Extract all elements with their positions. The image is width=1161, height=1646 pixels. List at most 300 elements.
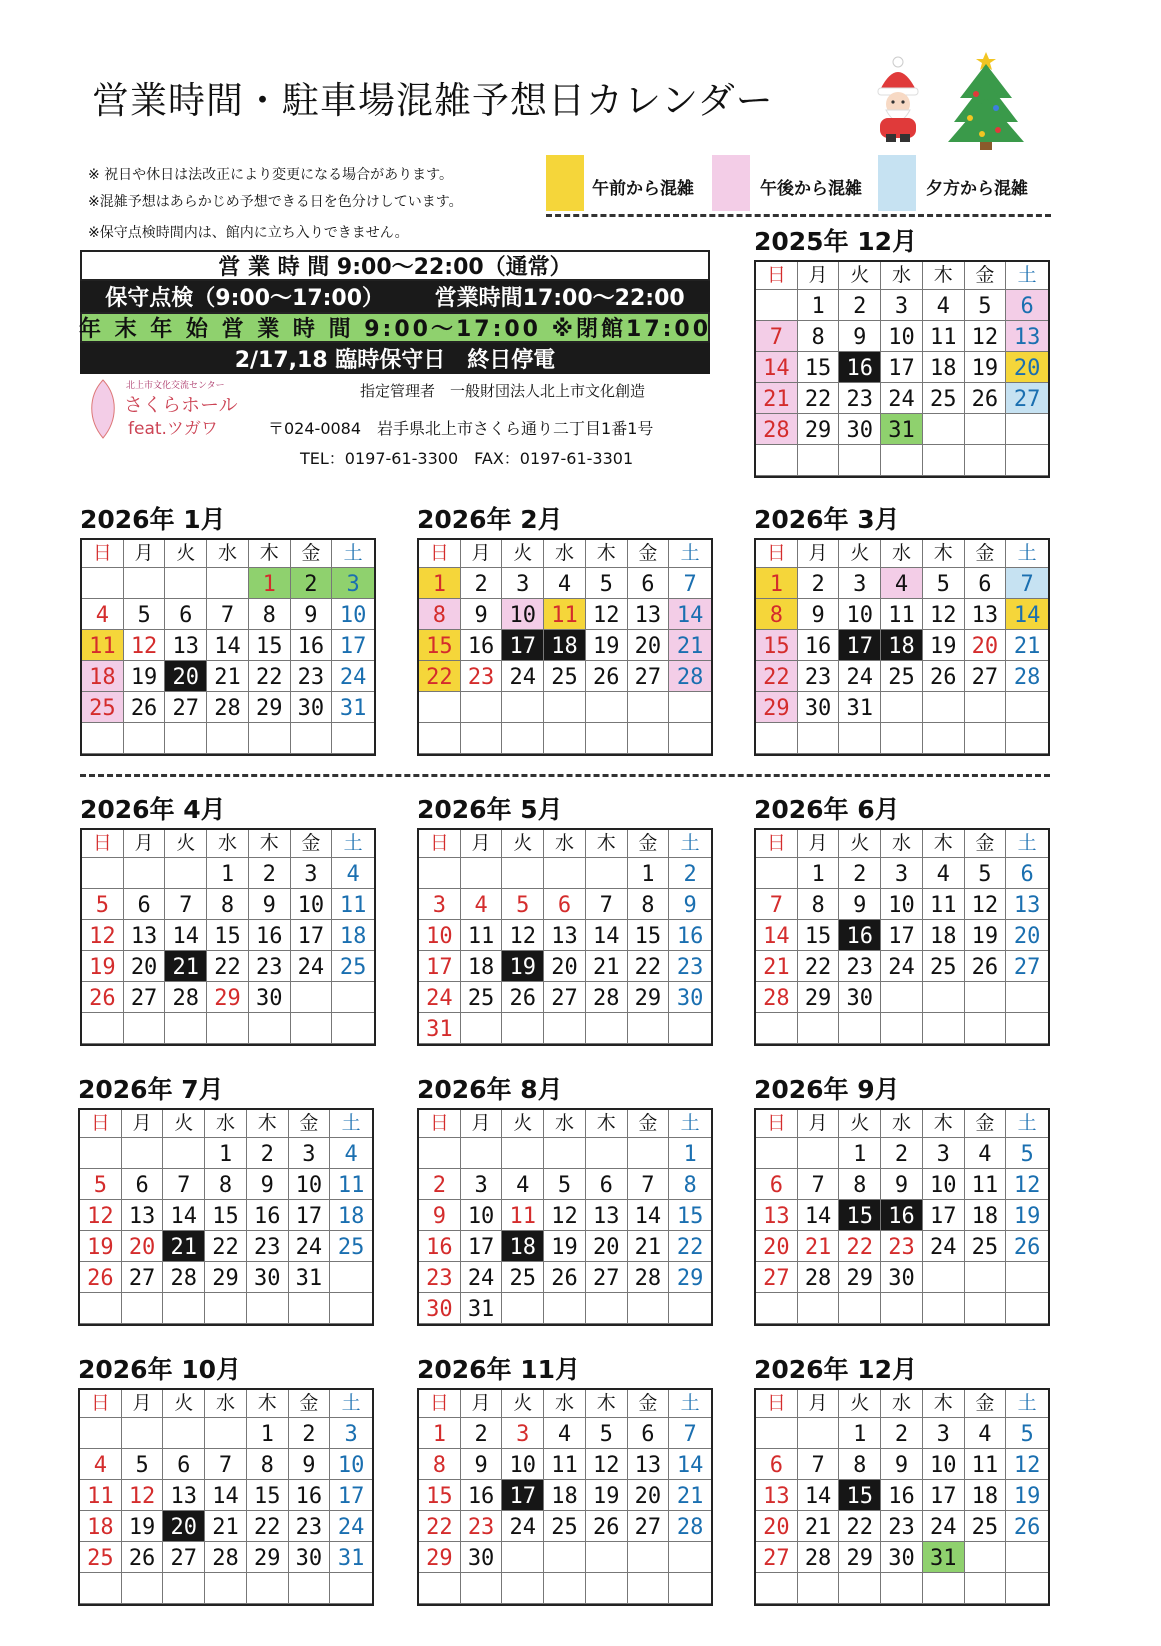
day-cell: 1 <box>798 858 840 889</box>
day-cell: 30 <box>839 982 881 1013</box>
day-cell: 28 <box>165 982 207 1013</box>
day-cell: 14 <box>1006 599 1048 630</box>
day-cell: 20 <box>628 1480 670 1511</box>
day-cell: 30 <box>798 692 840 723</box>
day-cell: 29 <box>247 1542 289 1573</box>
day-cell: 6 <box>1006 858 1048 889</box>
day-cell: 1 <box>839 1138 881 1169</box>
day-cell: 19 <box>544 1231 586 1262</box>
empty-cell <box>82 858 124 889</box>
day-cell: 2 <box>881 1418 923 1449</box>
day-cell: 17 <box>839 630 881 661</box>
tel-fax: TEL：0197-61-3300 FAX：0197-61-3301 <box>300 449 634 468</box>
empty-cell <box>80 1293 122 1324</box>
empty-cell <box>965 1013 1007 1044</box>
day-cell: 19 <box>965 920 1007 951</box>
day-cell: 12 <box>965 321 1007 352</box>
day-cell: 30 <box>289 1542 331 1573</box>
day-cell: 13 <box>124 920 166 951</box>
day-cell: 8 <box>207 889 249 920</box>
day-cell: 10 <box>923 1169 965 1200</box>
weekday-header: 水 <box>544 540 586 568</box>
calendar-grid <box>417 828 713 1046</box>
day-cell: 24 <box>502 661 544 692</box>
weekday-header: 月 <box>124 540 166 568</box>
day-cell: 21 <box>798 1511 840 1542</box>
day-cell: 15 <box>205 1200 247 1231</box>
day-cell: 6 <box>965 568 1007 599</box>
day-cell: 12 <box>586 1449 628 1480</box>
day-cell: 16 <box>461 1480 503 1511</box>
day-cell: 7 <box>756 889 798 920</box>
empty-cell <box>756 445 798 476</box>
weekday-header: 水 <box>881 540 923 568</box>
day-cell: 24 <box>502 1511 544 1542</box>
empty-cell <box>839 445 881 476</box>
empty-cell <box>1006 1293 1048 1324</box>
weekday-header: 木 <box>586 1110 628 1138</box>
day-cell: 7 <box>207 599 249 630</box>
weekday-header: 木 <box>923 1110 965 1138</box>
day-cell: 3 <box>881 290 923 321</box>
day-cell: 6 <box>1006 290 1048 321</box>
day-cell: 25 <box>544 661 586 692</box>
day-cell: 11 <box>965 1169 1007 1200</box>
day-cell: 22 <box>628 951 670 982</box>
empty-cell <box>289 1293 331 1324</box>
weekday-header: 金 <box>965 1390 1007 1418</box>
empty-cell <box>1006 1262 1048 1293</box>
day-cell: 6 <box>165 599 207 630</box>
day-cell: 6 <box>756 1169 798 1200</box>
day-cell: 2 <box>839 858 881 889</box>
day-cell: 9 <box>461 599 503 630</box>
empty-cell <box>669 723 711 754</box>
weekday-header: 水 <box>881 262 923 290</box>
day-cell: 15 <box>839 1480 881 1511</box>
weekday-header: 火 <box>839 262 881 290</box>
day-cell: 24 <box>461 1262 503 1293</box>
month-calendar <box>417 1350 713 1606</box>
day-cell: 24 <box>332 661 374 692</box>
empty-cell <box>965 414 1007 445</box>
empty-cell <box>923 723 965 754</box>
weekday-header: 土 <box>1006 830 1048 858</box>
empty-cell <box>965 723 1007 754</box>
day-cell: 22 <box>798 383 840 414</box>
empty-cell <box>544 1542 586 1573</box>
day-cell: 4 <box>923 290 965 321</box>
manager: 指定管理者 一般財団法人北上市文化創造 <box>360 382 646 400</box>
month-calendar <box>78 1350 374 1606</box>
day-cell: 20 <box>628 630 670 661</box>
day-cell: 25 <box>502 1262 544 1293</box>
day-cell: 10 <box>881 889 923 920</box>
day-cell: 17 <box>923 1200 965 1231</box>
day-cell: 29 <box>839 1542 881 1573</box>
weekday-header: 木 <box>247 1110 289 1138</box>
weekday-header: 金 <box>965 262 1007 290</box>
empty-cell <box>756 290 798 321</box>
empty-cell <box>839 1293 881 1324</box>
weekday-header: 水 <box>544 830 586 858</box>
day-cell: 4 <box>461 889 503 920</box>
empty-cell <box>502 1013 544 1044</box>
day-cell: 25 <box>923 951 965 982</box>
empty-cell <box>586 723 628 754</box>
day-cell: 28 <box>669 661 711 692</box>
day-cell: 9 <box>247 1169 289 1200</box>
day-cell: 25 <box>332 951 374 982</box>
day-cell: 23 <box>881 1511 923 1542</box>
day-cell: 31 <box>923 1542 965 1573</box>
day-cell: 25 <box>461 982 503 1013</box>
day-cell: 16 <box>289 1480 331 1511</box>
day-cell: 23 <box>669 951 711 982</box>
weekday-header: 水 <box>207 830 249 858</box>
empty-cell <box>502 1138 544 1169</box>
day-cell: 26 <box>965 951 1007 982</box>
day-cell: 15 <box>798 920 840 951</box>
day-cell: 8 <box>419 1449 461 1480</box>
divider <box>80 774 1050 777</box>
empty-cell <box>205 1418 247 1449</box>
day-cell: 29 <box>798 414 840 445</box>
weekday-header: 月 <box>124 830 166 858</box>
empty-cell <box>628 1542 670 1573</box>
empty-cell <box>965 1542 1007 1573</box>
day-cell: 5 <box>923 568 965 599</box>
empty-cell <box>82 568 124 599</box>
empty-cell <box>461 858 503 889</box>
day-cell: 16 <box>881 1200 923 1231</box>
empty-cell <box>923 1262 965 1293</box>
month-title: 2026年 8月 <box>417 1075 563 1104</box>
month-calendar <box>78 1070 374 1326</box>
empty-cell <box>249 1013 291 1044</box>
day-cell: 5 <box>502 889 544 920</box>
day-cell: 13 <box>586 1200 628 1231</box>
empty-cell <box>923 445 965 476</box>
weekday-header: 火 <box>502 1110 544 1138</box>
day-cell: 15 <box>839 1200 881 1231</box>
day-cell: 16 <box>249 920 291 951</box>
day-cell: 16 <box>291 630 333 661</box>
day-cell: 4 <box>330 1138 372 1169</box>
empty-cell <box>756 858 798 889</box>
empty-cell <box>1006 1013 1048 1044</box>
day-cell: 14 <box>798 1480 840 1511</box>
weekday-header: 土 <box>330 1390 372 1418</box>
day-cell: 21 <box>207 661 249 692</box>
day-cell: 21 <box>756 951 798 982</box>
day-cell: 2 <box>247 1138 289 1169</box>
day-cell: 25 <box>80 1542 122 1573</box>
note-maintenance: ※保守点検時間内は、館内に立ち入りできません。 <box>88 225 409 241</box>
day-cell: 22 <box>205 1231 247 1262</box>
day-cell: 24 <box>923 1231 965 1262</box>
empty-cell <box>798 1013 840 1044</box>
empty-cell <box>756 1293 798 1324</box>
day-cell: 21 <box>798 1231 840 1262</box>
day-cell: 26 <box>502 982 544 1013</box>
day-cell: 23 <box>839 383 881 414</box>
empty-cell <box>628 1573 670 1604</box>
empty-cell <box>122 1418 164 1449</box>
day-cell: 31 <box>419 1013 461 1044</box>
day-cell: 22 <box>669 1231 711 1262</box>
empty-cell <box>247 1573 289 1604</box>
empty-cell <box>798 445 840 476</box>
day-cell: 27 <box>544 982 586 1013</box>
day-cell: 26 <box>586 661 628 692</box>
day-cell: 6 <box>628 1418 670 1449</box>
empty-cell <box>923 692 965 723</box>
day-cell: 21 <box>165 951 207 982</box>
day-cell: 25 <box>330 1231 372 1262</box>
day-cell: 15 <box>669 1200 711 1231</box>
day-cell: 27 <box>165 692 207 723</box>
day-cell: 5 <box>80 1169 122 1200</box>
day-cell: 9 <box>291 599 333 630</box>
day-cell: 20 <box>124 951 166 982</box>
empty-cell <box>419 1573 461 1604</box>
day-cell: 17 <box>330 1480 372 1511</box>
weekday-header: 金 <box>628 1390 670 1418</box>
day-cell: 30 <box>669 982 711 1013</box>
day-cell: 27 <box>756 1262 798 1293</box>
empty-cell <box>124 858 166 889</box>
weekday-header: 木 <box>586 830 628 858</box>
day-cell: 18 <box>80 1511 122 1542</box>
day-cell: 10 <box>839 599 881 630</box>
day-cell: 5 <box>124 599 166 630</box>
empty-cell <box>419 723 461 754</box>
day-cell: 27 <box>628 1511 670 1542</box>
month-calendar <box>754 222 1050 478</box>
empty-cell <box>122 1293 164 1324</box>
weekday-header: 金 <box>289 1390 331 1418</box>
empty-cell <box>544 1138 586 1169</box>
empty-cell <box>163 1573 205 1604</box>
day-cell: 6 <box>628 568 670 599</box>
empty-cell <box>122 1573 164 1604</box>
day-cell: 3 <box>502 1418 544 1449</box>
day-cell: 17 <box>289 1200 331 1231</box>
month-calendar <box>80 790 376 1046</box>
legend-morning: 午前から混雑 <box>592 179 694 199</box>
logo <box>86 372 236 442</box>
day-cell: 31 <box>881 414 923 445</box>
legend-afternoon: 午後から混雑 <box>760 179 862 199</box>
month-title: 2026年 2月 <box>417 505 563 534</box>
logo-sub-text: feat.ツガワ <box>128 419 218 439</box>
day-cell: 1 <box>249 568 291 599</box>
day-cell: 11 <box>544 1449 586 1480</box>
empty-cell <box>756 1573 798 1604</box>
empty-cell <box>291 723 333 754</box>
day-cell: 9 <box>798 599 840 630</box>
day-cell: 1 <box>756 568 798 599</box>
hours-closed: 2/17,18 臨時保守日 終日停電 <box>80 343 710 374</box>
weekday-header: 木 <box>923 540 965 568</box>
day-cell: 1 <box>839 1418 881 1449</box>
day-cell: 23 <box>249 951 291 982</box>
logo-main-text: さくらホール <box>124 394 238 416</box>
day-cell: 10 <box>502 1449 544 1480</box>
day-cell: 1 <box>247 1418 289 1449</box>
day-cell: 8 <box>839 1169 881 1200</box>
month-title: 2026年 12月 <box>754 1355 918 1384</box>
day-cell: 1 <box>419 1418 461 1449</box>
empty-cell <box>205 1573 247 1604</box>
day-cell: 24 <box>291 951 333 982</box>
weekday-header: 土 <box>669 540 711 568</box>
empty-cell <box>923 1293 965 1324</box>
calendar-grid <box>417 1108 713 1326</box>
day-cell: 29 <box>669 1262 711 1293</box>
day-cell: 14 <box>586 920 628 951</box>
day-cell: 8 <box>249 599 291 630</box>
day-cell: 17 <box>502 630 544 661</box>
empty-cell <box>798 1293 840 1324</box>
day-cell: 10 <box>923 1449 965 1480</box>
empty-cell <box>965 1293 1007 1324</box>
day-cell: 28 <box>756 982 798 1013</box>
empty-cell <box>923 1013 965 1044</box>
day-cell: 8 <box>839 1449 881 1480</box>
empty-cell <box>502 1542 544 1573</box>
day-cell: 4 <box>544 1418 586 1449</box>
day-cell: 24 <box>881 383 923 414</box>
weekday-header: 月 <box>798 540 840 568</box>
day-cell: 19 <box>124 661 166 692</box>
day-cell: 21 <box>669 630 711 661</box>
empty-cell <box>124 1013 166 1044</box>
weekday-header: 金 <box>289 1110 331 1138</box>
day-cell: 30 <box>839 414 881 445</box>
day-cell: 3 <box>291 858 333 889</box>
month-title: 2026年 7月 <box>78 1075 224 1104</box>
day-cell: 13 <box>628 1449 670 1480</box>
day-cell: 27 <box>124 982 166 1013</box>
day-cell: 11 <box>923 889 965 920</box>
day-cell: 30 <box>247 1262 289 1293</box>
weekday-header: 金 <box>965 1110 1007 1138</box>
day-cell: 21 <box>628 1231 670 1262</box>
day-cell: 20 <box>756 1511 798 1542</box>
empty-cell <box>165 568 207 599</box>
day-cell: 17 <box>881 920 923 951</box>
calendar-grid <box>754 538 1050 756</box>
day-cell: 8 <box>756 599 798 630</box>
empty-cell <box>839 1013 881 1044</box>
month-calendar <box>417 790 713 1046</box>
weekday-header: 水 <box>544 1110 586 1138</box>
day-cell: 3 <box>502 568 544 599</box>
weekday-header: 月 <box>122 1390 164 1418</box>
empty-cell <box>544 1573 586 1604</box>
day-cell: 10 <box>881 321 923 352</box>
weekday-header: 火 <box>502 540 544 568</box>
weekday-header: 月 <box>122 1110 164 1138</box>
empty-cell <box>249 723 291 754</box>
empty-cell <box>628 692 670 723</box>
day-cell: 17 <box>291 920 333 951</box>
empty-cell <box>207 723 249 754</box>
day-cell: 15 <box>247 1480 289 1511</box>
day-cell: 30 <box>249 982 291 1013</box>
day-cell: 19 <box>1006 1480 1048 1511</box>
divider <box>546 214 1051 217</box>
day-cell: 18 <box>544 1480 586 1511</box>
weekday-header: 日 <box>756 262 798 290</box>
day-cell: 17 <box>419 951 461 982</box>
weekday-header: 土 <box>1006 262 1048 290</box>
day-cell: 15 <box>628 920 670 951</box>
day-cell: 28 <box>798 1262 840 1293</box>
day-cell: 18 <box>965 1480 1007 1511</box>
day-cell: 24 <box>289 1231 331 1262</box>
weekday-header: 水 <box>205 1110 247 1138</box>
day-cell: 19 <box>80 1231 122 1262</box>
empty-cell <box>1006 414 1048 445</box>
day-cell: 14 <box>163 1200 205 1231</box>
month-title: 2026年 5月 <box>417 795 563 824</box>
weekday-header: 火 <box>839 830 881 858</box>
weekday-header: 日 <box>82 830 124 858</box>
empty-cell <box>289 1573 331 1604</box>
empty-cell <box>798 1573 840 1604</box>
weekday-header: 木 <box>586 1390 628 1418</box>
empty-cell <box>669 692 711 723</box>
day-cell: 13 <box>965 599 1007 630</box>
day-cell: 23 <box>798 661 840 692</box>
day-cell: 27 <box>965 661 1007 692</box>
day-cell: 11 <box>332 889 374 920</box>
day-cell: 25 <box>82 692 124 723</box>
day-cell: 7 <box>798 1169 840 1200</box>
empty-cell <box>291 982 333 1013</box>
day-cell: 5 <box>1006 1418 1048 1449</box>
weekday-header: 月 <box>798 1110 840 1138</box>
day-cell: 12 <box>1006 1169 1048 1200</box>
day-cell: 26 <box>82 982 124 1013</box>
day-cell: 11 <box>965 1449 1007 1480</box>
empty-cell <box>461 1138 503 1169</box>
legend-swatch-morning <box>546 155 584 211</box>
weekday-header: 土 <box>330 1110 372 1138</box>
weekday-header: 金 <box>965 540 1007 568</box>
empty-cell <box>798 1138 840 1169</box>
empty-cell <box>205 1293 247 1324</box>
empty-cell <box>502 692 544 723</box>
day-cell: 11 <box>881 599 923 630</box>
day-cell: 5 <box>1006 1138 1048 1169</box>
day-cell: 17 <box>502 1480 544 1511</box>
day-cell: 9 <box>839 889 881 920</box>
weekday-header: 金 <box>291 540 333 568</box>
empty-cell <box>756 723 798 754</box>
day-cell: 4 <box>881 568 923 599</box>
day-cell: 31 <box>839 692 881 723</box>
day-cell: 11 <box>80 1480 122 1511</box>
empty-cell <box>839 1573 881 1604</box>
day-cell: 9 <box>669 889 711 920</box>
day-cell: 21 <box>669 1480 711 1511</box>
day-cell: 26 <box>80 1262 122 1293</box>
day-cell: 3 <box>332 568 374 599</box>
